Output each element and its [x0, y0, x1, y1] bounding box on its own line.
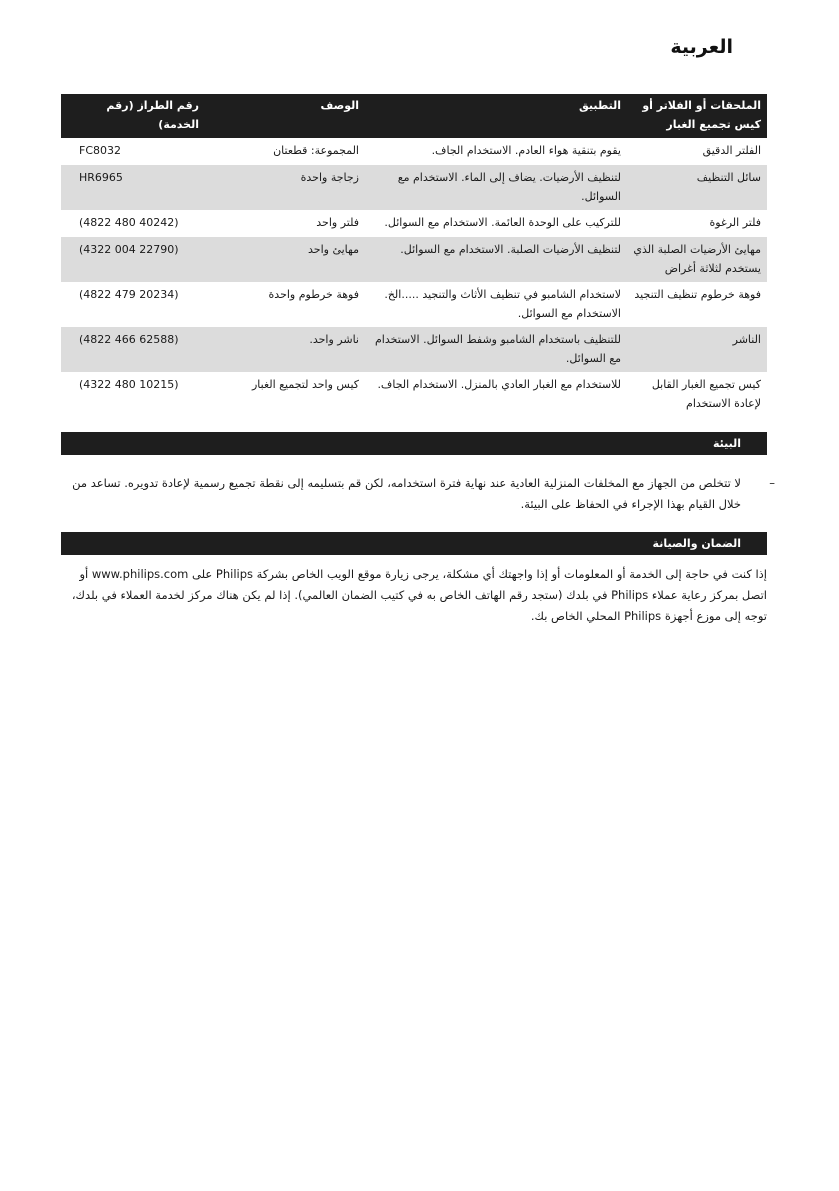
cell-type-number: HR6965 — [61, 165, 205, 210]
environment-text: لا تتخلص من الجهاز مع المخلفات المنزلية العادية عند نهاية فترة استخدامه، لكن قم بتسليمه إلى نقطة تجميع رسمية لإعادة تدويره. تساعد من خلال القيام بهذا الإجراء في الحفاظ على البيئة. — [72, 476, 741, 511]
cell-description: فلتر واحد — [316, 216, 359, 229]
environment-heading: البيئة — [61, 432, 767, 455]
accessories-table — [61, 94, 767, 417]
cell-application: لاستخدام الشامبو في تنظيف الأثاث والتنجيد .....الخ. الاستخدام مع السوائل. — [384, 288, 621, 320]
cell-application: يقوم بتنقية هواء العادم. الاستخدام الجاف. — [431, 144, 621, 157]
table-row — [61, 327, 767, 372]
table-row — [61, 138, 767, 165]
table-header-row — [61, 94, 767, 138]
table-row — [61, 282, 767, 327]
page-title: العربية — [670, 36, 733, 58]
cell-type-number: (4322 480 10215) — [79, 378, 179, 391]
warranty-heading: الضمان والصيانة — [61, 532, 767, 555]
header-application: التطبيق — [365, 94, 627, 138]
table-row — [61, 372, 767, 417]
header-accessory: الملحقات أو الفلاتر أو كيس تجميع الغبار — [627, 94, 767, 138]
cell-accessory: مهايئ الأرضيات الصلبة الذي يستخدم لثلاثة أغراض — [627, 237, 767, 282]
cell-application: لتنظيف الأرضيات الصلبة. الاستخدام مع السوائل. — [365, 237, 627, 282]
cell-application: للاستخدام مع الغبار العادي بالمنزل. الاستخدام الجاف. — [377, 378, 621, 391]
header-description: الوصف — [205, 94, 365, 138]
cell-description: مهايئ واحد — [205, 237, 365, 282]
header-type-number: رقم الطراز (رقم الخدمة) — [61, 94, 205, 138]
table-row — [61, 237, 767, 282]
cell-application: للتنظيف باستخدام الشامبو وشفط السوائل. الاستخدام مع السوائل. — [365, 327, 627, 372]
warranty-text: إذا كنت في حاجة إلى الخدمة أو المعلومات أو إذا واجهتك أي مشكلة، يرجى زيارة موقع الويب الخاص بشركة Philips على www.philips.com أو اتصل بمركز رعاية عملاء Philips في بلدك (ستجد رقم الهاتف الخاص به في كتيب الضمان العالمي). إذا لم يكن هناك مركز لخدمة العملاء في بلدك، توجه إلى موزع أجهزة Philips المحلي الخاص بك. — [71, 567, 767, 623]
cell-type-number: (4322 004 22790) — [61, 237, 205, 282]
table-row — [61, 210, 767, 237]
cell-description: زجاجة واحدة — [205, 165, 365, 210]
bullet-dash: – — [769, 476, 775, 490]
cell-accessory: الفلتر الدقيق — [702, 144, 761, 157]
cell-accessory: فوهة خرطوم تنظيف التنجيد — [634, 288, 761, 301]
cell-application: لتنظيف الأرضيات. يضاف إلى الماء. الاستخدام مع السوائل. — [365, 165, 627, 210]
cell-application: للتركيب على الوحدة العائمة. الاستخدام مع السوائل. — [384, 216, 621, 229]
cell-description: ناشر واحد. — [205, 327, 365, 372]
cell-description: فوهة خرطوم واحدة — [268, 288, 359, 301]
cell-type-number: FC8032 — [79, 144, 122, 157]
table-row — [61, 165, 767, 210]
cell-type-number: (4822 480 40242) — [79, 216, 179, 229]
cell-type-number: (4822 466 62588) — [61, 327, 205, 372]
cell-description: المجموعة: قطعتان — [273, 144, 359, 157]
cell-accessory: كيس تجميع الغبار القابل لإعادة الاستخدام — [651, 378, 761, 410]
cell-accessory: الناشر — [627, 327, 767, 372]
cell-accessory: فلتر الرغوة — [709, 216, 761, 229]
cell-accessory: سائل التنظيف — [627, 165, 767, 210]
cell-description: كيس واحد لتجميع الغبار — [251, 378, 359, 391]
cell-type-number: (4822 479 20234) — [79, 288, 179, 301]
